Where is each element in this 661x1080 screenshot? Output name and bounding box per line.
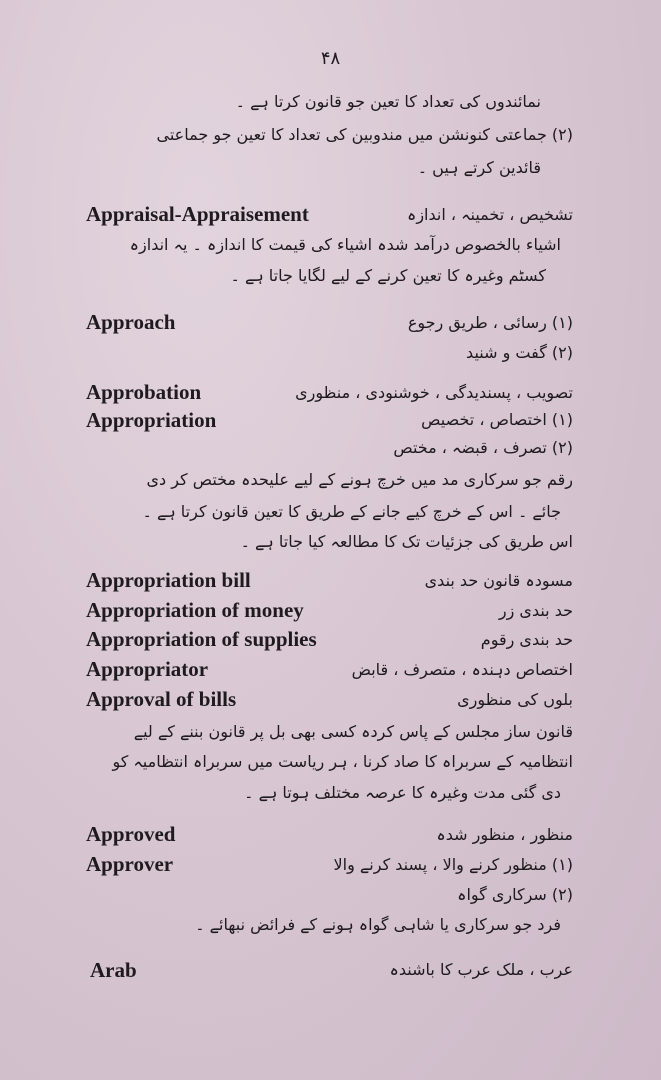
term-appraisal: Appraisal-Appraisement bbox=[86, 202, 309, 226]
definition-line: انتظامیہ کے سربراہ کا صاد کرنا ، ہر ریاست میں سربراہ انتظامیہ کو bbox=[112, 752, 573, 771]
definition-line: تصویب ، پسندیدگی ، خوشنودی ، منظوری bbox=[295, 383, 573, 402]
term-approver: Approver bbox=[86, 852, 174, 876]
term-arab: Arab bbox=[90, 958, 137, 982]
definition-line: بلوں کی منظوری bbox=[457, 690, 573, 709]
definition-line: (۲) سرکاری گواہ bbox=[457, 885, 573, 904]
term-appropriation-of-supplies: Appropriation of supplies bbox=[86, 627, 317, 651]
definition-line: (۲) گفت و شنید bbox=[466, 343, 573, 362]
definition-line: (۲) جماعتی کنونشن میں مندوبین کی تعداد کا تعین جو جماعتی bbox=[156, 125, 573, 144]
definition-line: کسٹم وغیرہ کا تعین کرنے کے لیے لگایا جاتا ہے ۔ bbox=[230, 266, 546, 285]
definition-line: (۱) منظور کرنے والا ، پسند کرنے والا bbox=[333, 855, 573, 874]
definition-line: اس طریق کی جزئیات تک کا مطالعہ کیا جاتا ہے ۔ bbox=[240, 532, 573, 551]
definition-line: تشخیص ، تخمینہ ، اندازہ bbox=[406, 205, 573, 224]
term-appropriator: Appropriator bbox=[86, 657, 209, 681]
term-appropriation-of-money: Appropriation of money bbox=[86, 598, 304, 622]
term-approval-of-bills: Approval of bills bbox=[86, 687, 237, 711]
definition-line: عرب ، ملک عرب کا باشندہ bbox=[389, 960, 573, 979]
definition-line: نمائندوں کی تعداد کا تعین جو قانون کرتا ہے ۔ bbox=[235, 92, 541, 111]
page-number: ۴۸ bbox=[320, 48, 341, 69]
definition-line: فرد جو سرکاری یا شاہی گواہ ہونے کے فرائض نبھائے ۔ bbox=[195, 915, 561, 934]
term-appropriation-bill: Appropriation bill bbox=[86, 568, 251, 592]
term-approach: Approach bbox=[86, 310, 176, 334]
definition-line: منظور ، منظور شدہ bbox=[436, 825, 573, 844]
definition-line: قائدین کرتے ہیں ۔ bbox=[417, 158, 541, 177]
definition-line: حد بندی زر bbox=[498, 601, 573, 620]
definition-line: قانون ساز مجلس کے پاس کردہ کسی بھی بل پر قانون بننے کے لیے bbox=[133, 722, 573, 741]
term-appropriation: Appropriation bbox=[86, 408, 217, 432]
definition-line: جائے ۔ اس کے خرچ کیے جانے کے طریق کا تعین قانون کرتا ہے ۔ bbox=[142, 502, 561, 521]
term-approved: Approved bbox=[86, 822, 176, 846]
definition-line: رقم جو سرکاری مد میں خرچ ہونے کے لیے علیحدہ مختص کر دی bbox=[146, 470, 573, 489]
definition-line: مسودہ قانون حد بندی bbox=[424, 571, 573, 590]
definition-line: اختصاص دہندہ ، متصرف ، قابض bbox=[351, 660, 573, 679]
definition-line: اشیاء بالخصوص درآمد شدہ اشیاء کی قیمت کا اندازہ ۔ یہ اندازہ bbox=[129, 235, 561, 254]
definition-line: (۱) اختصاص ، تخصیص bbox=[421, 410, 573, 429]
definition-line: (۱) رسائی ، طریق رجوع bbox=[407, 313, 573, 332]
definition-line: (۲) تصرف ، قبضہ ، مختص bbox=[393, 438, 573, 457]
definition-line: دی گئی مدت وغیرہ کا عرصہ مختلف ہوتا ہے ۔ bbox=[244, 783, 561, 802]
definition-line: حد بندی رقوم bbox=[480, 630, 573, 649]
term-approbation: Approbation bbox=[86, 380, 202, 404]
